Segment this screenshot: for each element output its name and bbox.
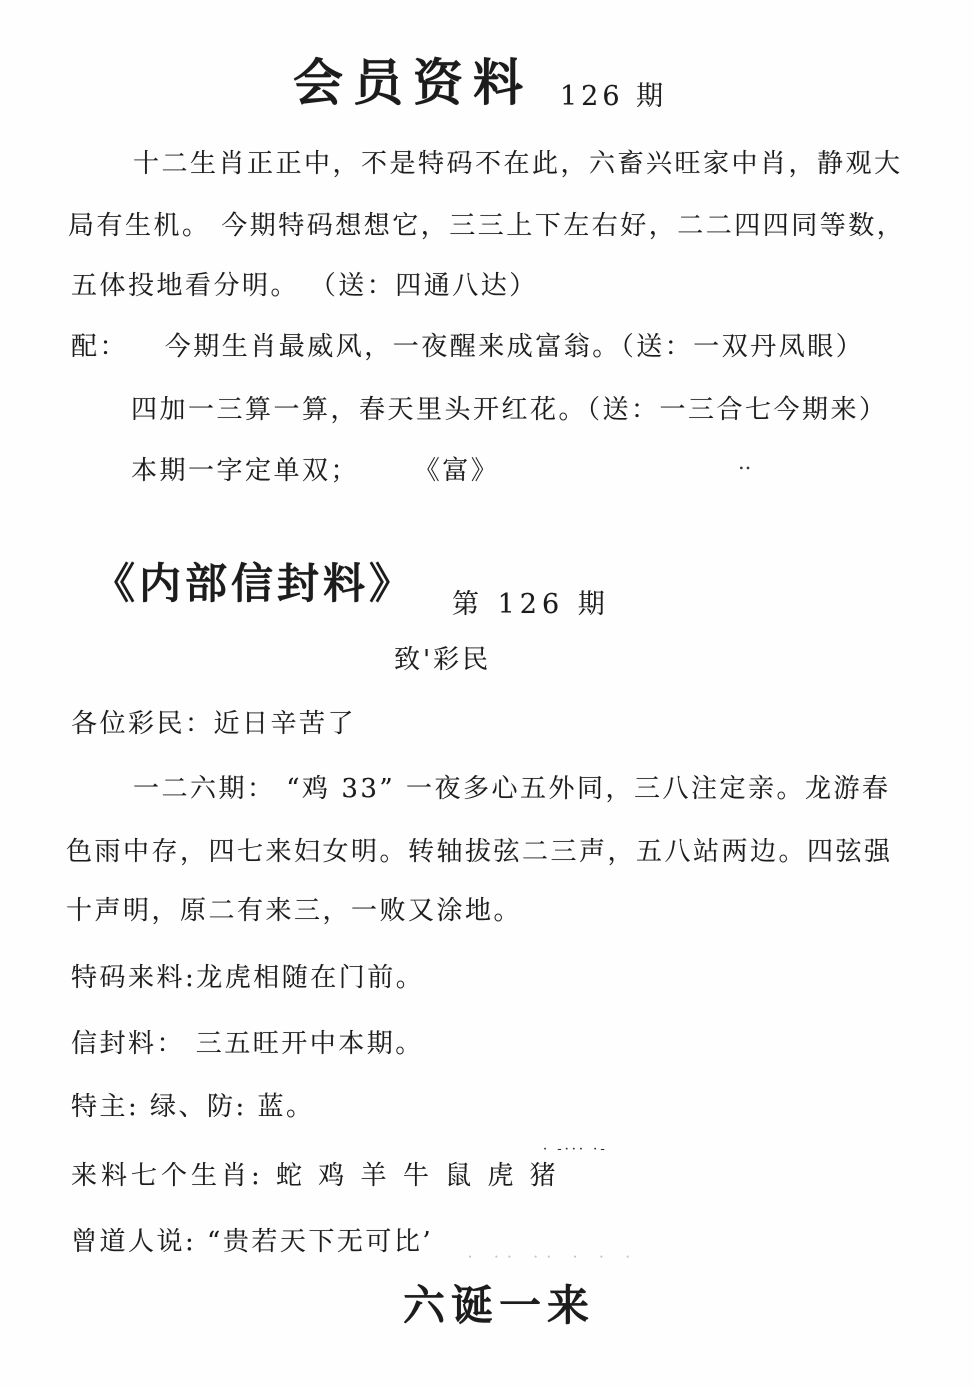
envelope-title: 《内部信封料》 <box>93 559 416 608</box>
dan-shuang-answer: 《富》 <box>413 456 500 486</box>
envelope-paragraph-line-1: 一二六期： “鸡 33” 一夜多心五外同，三八注定亲。龙游春 <box>133 774 891 804</box>
xinfeng-line: 信封料： 三五旺开中本期。 <box>71 1029 424 1059</box>
scan-artifact-zodiac-dots: · ‐··· ·‐ <box>543 1142 608 1157</box>
quote-line: 曾道人说: “贵若天下无可比’ <box>71 1227 434 1257</box>
pei-content: 今期生肖最威风，一夜醒来成富翁。（送：一双丹凤眼） <box>164 332 865 362</box>
tezhu-line: 特主: 绿、防: 蓝。 <box>71 1092 315 1122</box>
verse-line-1: 十二生肖正正中，不是特码不在此，六畜兴旺家中肖，静观大 <box>133 149 903 179</box>
verse-line-2: 局有生机。 今期特码想想它，三三上下左右好，二二四四同等数， <box>68 211 906 241</box>
salute-line: 致'彩民 <box>394 645 492 675</box>
envelope-issue-number: 第 126 期 <box>452 589 610 620</box>
member-issue-number: 126 期 <box>560 81 668 112</box>
pei-line-2: 四加一三算一算，春天里头开红花。（送：一三合七今期来） <box>131 395 888 425</box>
greeting-line: 各位彩民：近日辛苦了 <box>71 709 357 739</box>
scan-artifact-footer-dots: · ·· ·· · · · <box>468 1250 639 1265</box>
envelope-paragraph-line-3: 十声明，原二有来三，一败又涂地。 <box>66 896 523 926</box>
footer-slogan: 六诞一来 <box>403 1281 596 1330</box>
verse-line-3: 五体投地看分明。 （送：四通八达） <box>71 271 538 301</box>
dan-shuang-text: 本期一字定单双； <box>131 456 360 486</box>
scan-artifact-dots-right: ‥ <box>738 450 756 474</box>
pei-line-1 <box>71 331 864 364</box>
tema-line: 特码来料:龙虎相随在门前。 <box>71 963 425 993</box>
dan-shuang-line <box>131 455 499 488</box>
envelope-paragraph-line-2: 色雨中存，四七来妇女明。转轴拔弦二三声，五八站两边。四弦强 <box>66 837 893 867</box>
pei-label: 配： <box>71 332 129 362</box>
member-title: 会员资料 <box>293 53 533 112</box>
zodiac-line: 来料七个生肖: 蛇 鸡 羊 牛 鼠 虎 猪 <box>71 1161 560 1191</box>
